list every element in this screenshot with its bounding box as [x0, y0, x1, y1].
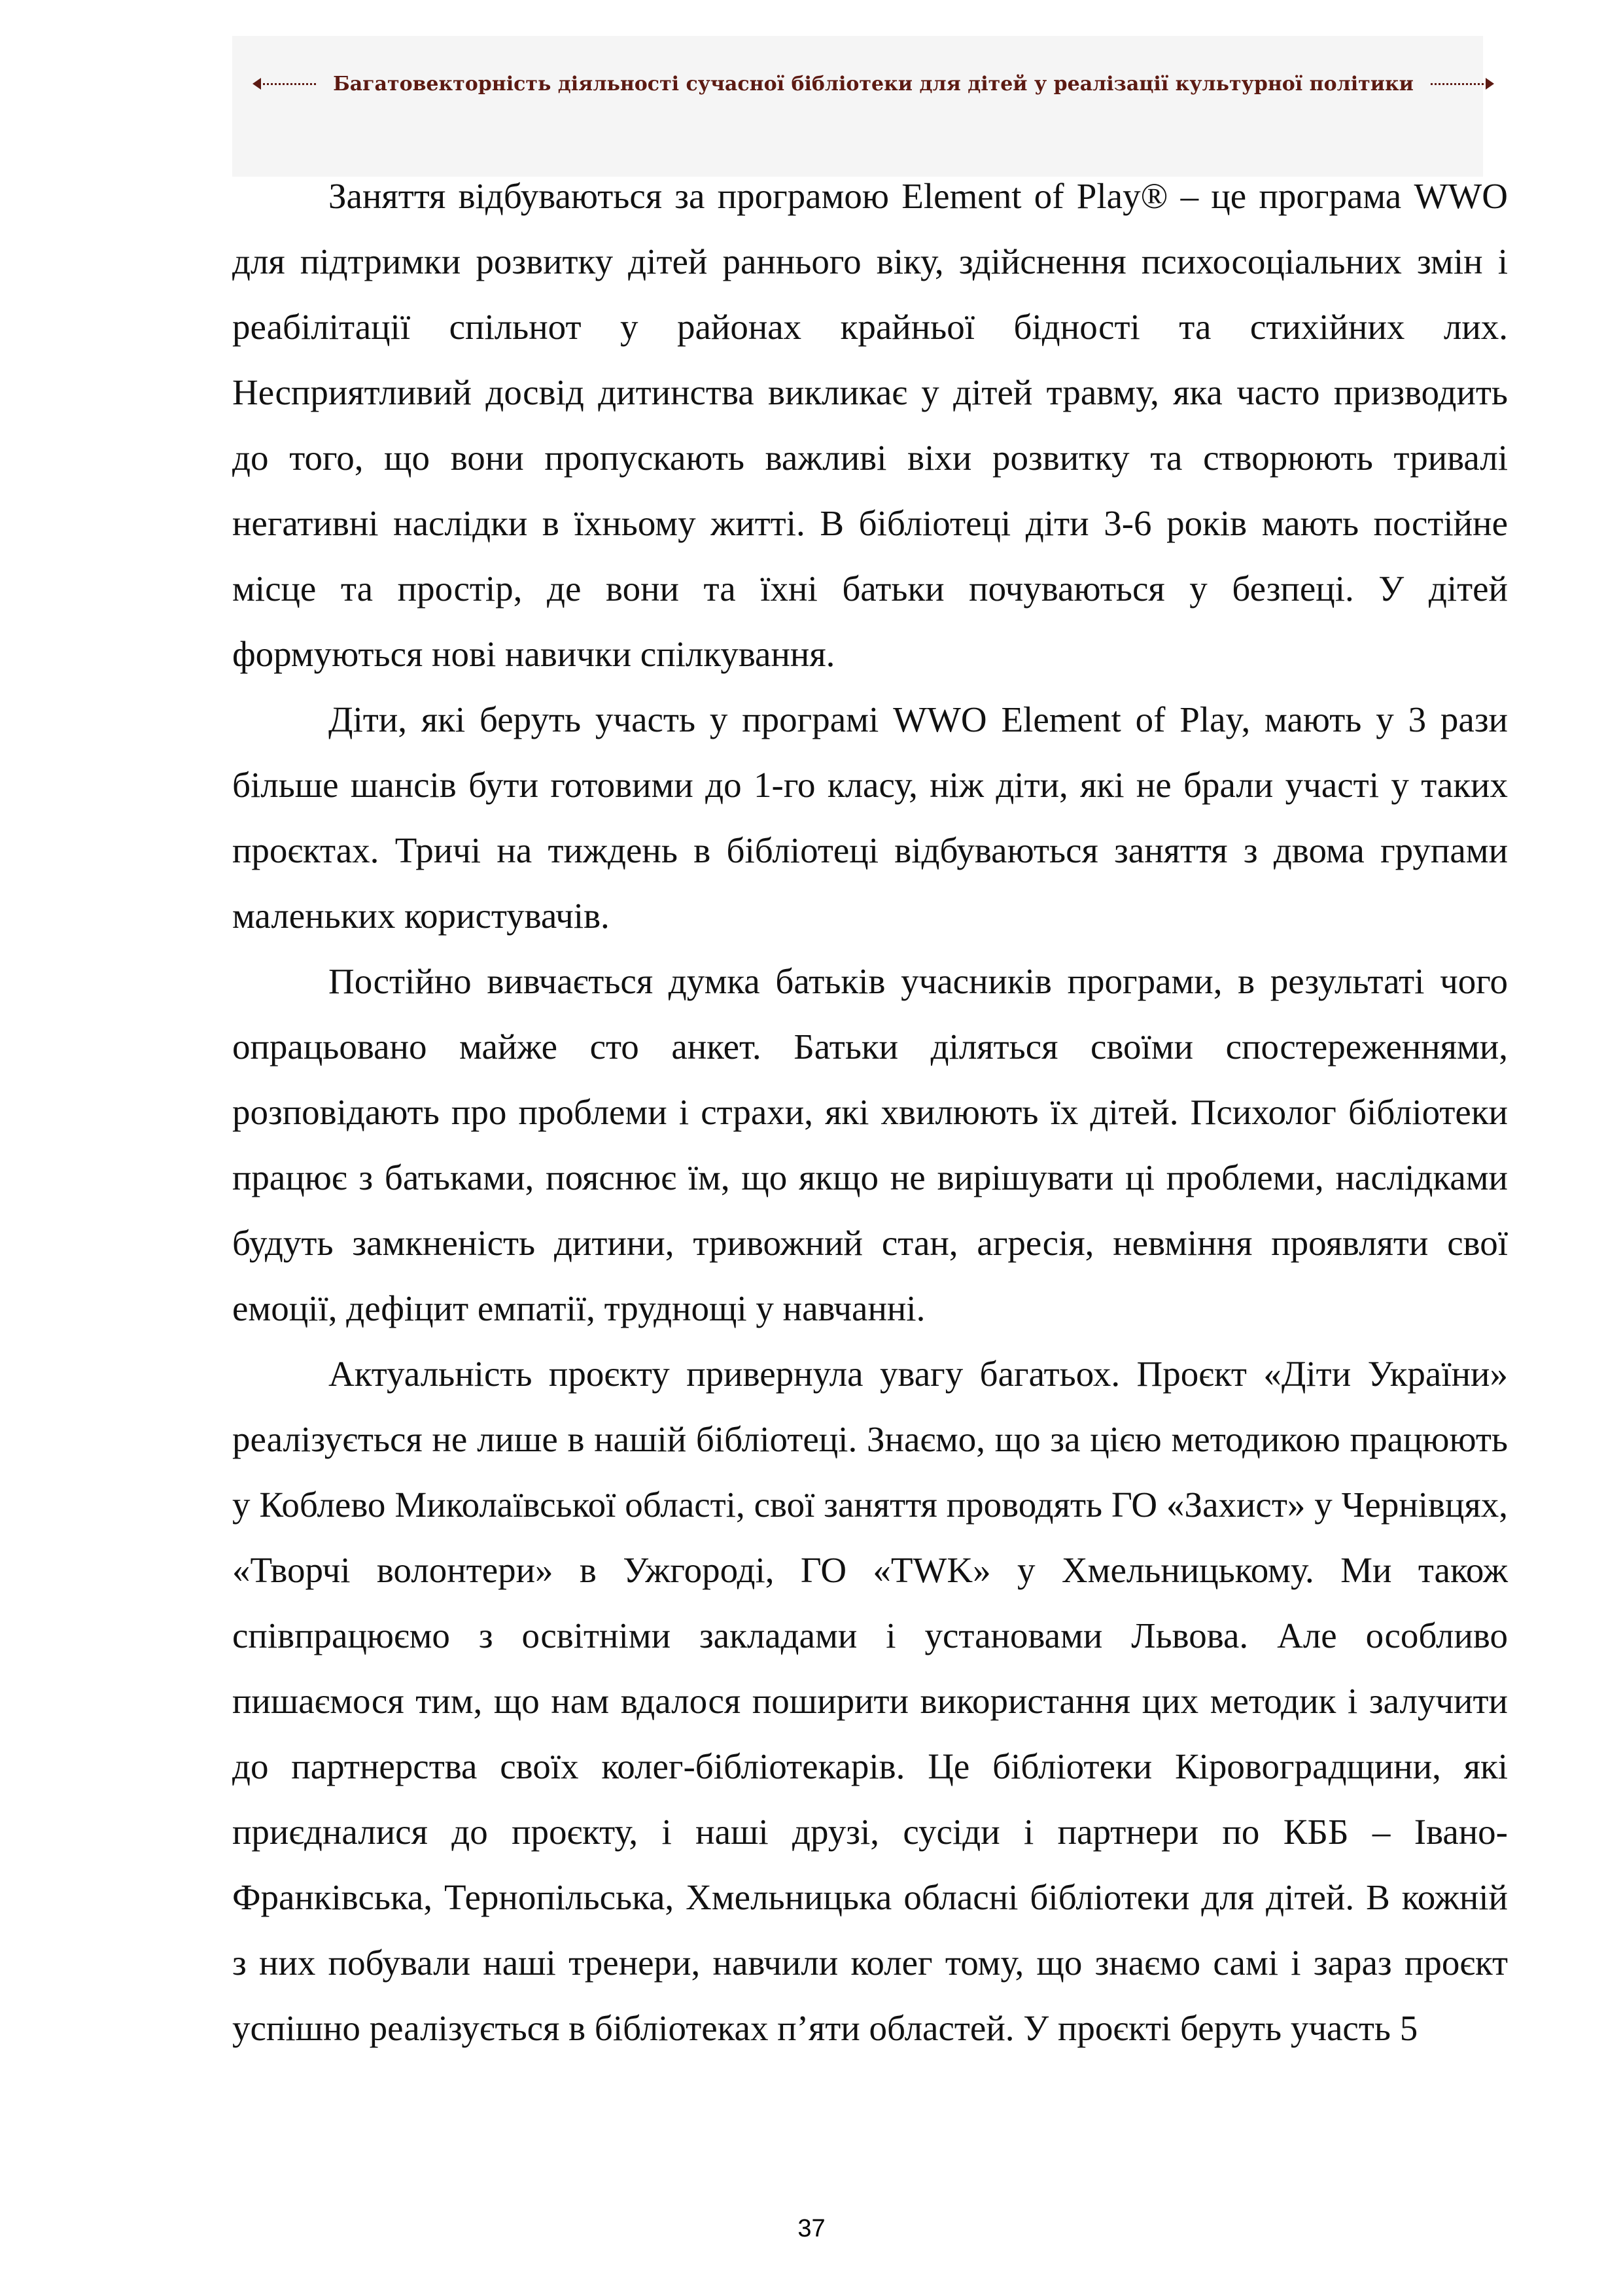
arrow-right-icon: [1486, 78, 1494, 90]
paragraph: Заняття відбуваються за програмою Element of Play® – це програма WWO для підтримки розвитку дітей раннього віку, здійснення психосоціальних змін і реабілітації спільнот у районах крайньої бідності та стихійних лих. Несприятливий досвід дитинства викликає у дітей травму, яка часто призводить до того, що вони пропускають важливі віхи розвитку та створюють тривалі негативні наслідки в їхньому житті. В бібліотеці діти 3-6 років мають постійне місце та простір, де вони та їхні батьки почуваються у безпеці. У дітей формуються нові навички спілкування.: [232, 176, 1508, 674]
header-band: [232, 36, 1483, 177]
page-number: 37: [797, 2215, 826, 2242]
header-rule-left: [255, 83, 316, 85]
running-header: [255, 67, 1492, 100]
paragraph: Постійно вивчається думка батьків учасників програми, в результаті чого опрацьовано майже сто анкет. Батьки діляться своїми спостереженнями, розповідають про проблеми і страхи, які хвилюють їх дітей. Психолог бібліотеки працює з батьками, пояснює їм, що якщо не вирішувати ці проблеми, наслідками будуть замкненість дитини, тривожний стан, агресія, невміння проявляти свої емоції, дефіцит емпатії, труднощі у навчанні.: [232, 961, 1508, 1328]
running-header-title: Багатовекторність діяльності сучасної бібліотеки для дітей у реалізації культурної політики: [333, 72, 1414, 96]
paragraph: Актуальність проєкту привернула увагу багатьох. Проєкт «Діти України» реалізується не лише в нашій бібліотеці. Знаємо, що за цією методикою працюють у Коблево Миколаївської області, свої заняття проводять ГО «Захист» у Чернівцях, «Творчі волонтери» в Ужгороді, ГО «TWK» у Хмельницькому. Ми також співпрацюємо з освітніми закладами і установами Львова. Але особливо пишаємося тим, що нам вдалося поширити використання цих методик і залучити до партнерства своїх колег-бібліотекарів. Це бібліотеки Кіровоградщини, які приєдналися до проєкту, і наші друзі, сусіди і партнери по КББ – Івано-Франківська, Тернопільська, Хмельницька обласні бібліотеки для дітей. В кожній з них побували наші тренери, навчили колег тому, що знаємо самі і зараз проєкт успішно реалізується в бібліотеках п’яти областей. У проєкті беруть участь 5: [232, 1354, 1508, 2048]
paragraph: Діти, які беруть участь у програмі WWO Element of Play, мають у 3 рази більше шансів бути готовими до 1-го класу, ніж діти, які не брали участі у таких проєктах. Тричі на тиждень в бібліотеці відбуваються заняття з двома групами маленьких користувачів.: [232, 699, 1508, 936]
header-rule-right: [1431, 83, 1492, 85]
body-text: [232, 164, 1508, 2061]
arrow-left-icon: [253, 78, 261, 90]
